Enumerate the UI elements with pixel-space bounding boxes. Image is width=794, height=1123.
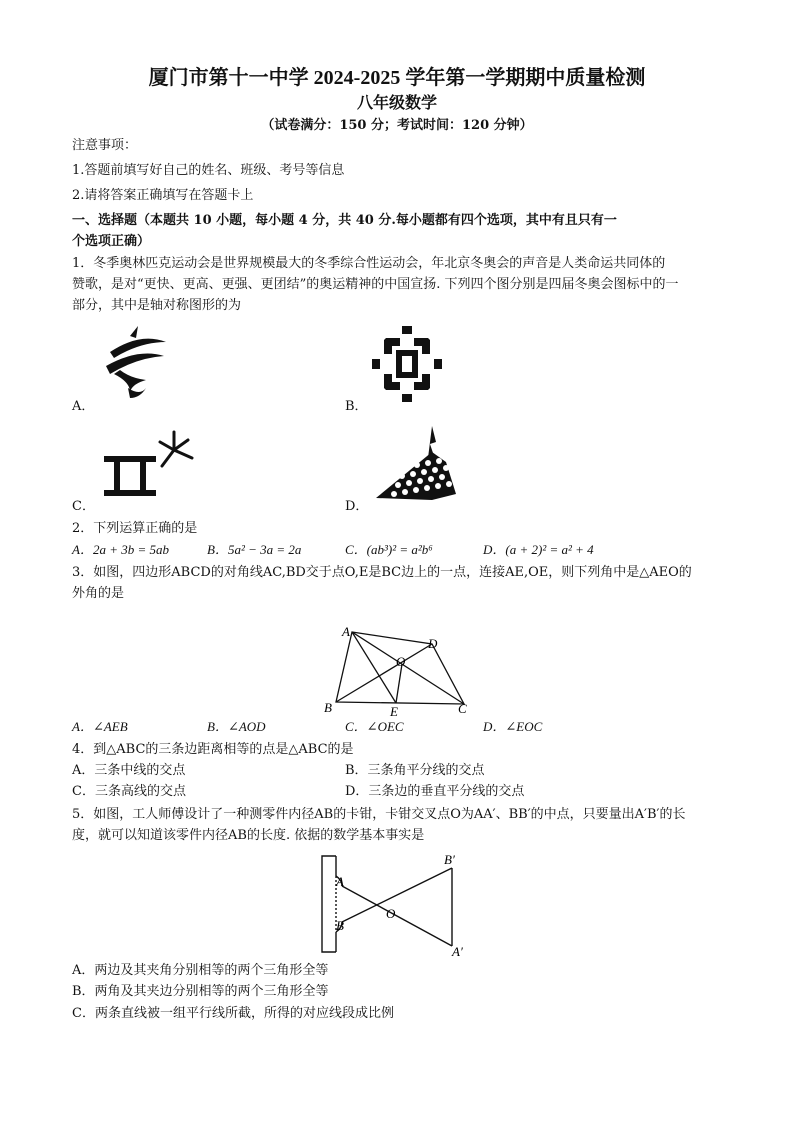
q4-option-a: A．三条中线的交点 <box>72 763 186 778</box>
q2-option-d: D．(a + 2)² = a² + 4 <box>483 542 594 557</box>
q1-figure-d <box>372 422 468 506</box>
figure-d-dot <box>407 455 413 461</box>
q5-line-1: 5．如图，工人师傅设计了一种测零件内径AB的卡钳，卡钳交叉点O为AA′、BB′的中点，只要量出A′B′的长 <box>72 807 686 822</box>
figure-d-dot <box>432 467 438 473</box>
q5-option-b: B．两角及其夹边分别相等的两个三角形全等 <box>72 984 329 999</box>
q3-figure <box>320 620 480 720</box>
q1-line-1: 1．冬季奥林匹克运动会是世界规模最大的冬季综合性运动会，年北京冬奥会的声音是人类命运共同体的 <box>72 256 666 271</box>
q3-label-b: B <box>324 700 332 715</box>
q3-line-1: 3．如图，四边形ABCD的对角线AC,BD交于点O,E是BC边上的一点，连接AE,OE，则下列角中是△AEO的 <box>72 565 692 580</box>
page-subtitle: 八年级数学 <box>356 93 437 112</box>
notes-heading: 注意事项： <box>72 138 138 153</box>
q3-label-c: C <box>458 701 467 716</box>
figure-d-dot <box>421 469 427 475</box>
q3-option-c: C．∠OEC <box>345 719 404 734</box>
figure-d-dot <box>414 462 420 468</box>
exam-meta: （试卷满分：150 分；考试时间：120 分钟） <box>261 118 533 133</box>
figure-d-dot <box>446 481 452 487</box>
figure-d-dot <box>417 478 423 484</box>
q4-option-b: B．三条角平分线的交点 <box>345 763 485 778</box>
figure-d-dot <box>424 485 430 491</box>
figure-d-dot <box>436 458 442 464</box>
figure-d-dot <box>447 456 453 462</box>
page-title: 厦门市第十一中学 2024-2025 学年第一学期期中质量检测 <box>148 67 646 89</box>
q5-label-b-prime: B′ <box>444 852 455 867</box>
q4-option-c: C．三条高线的交点 <box>72 784 186 799</box>
figure-d-dot <box>395 482 401 488</box>
q1-option-c: C． <box>72 499 95 514</box>
q2-option-c: C．(ab³)² = a²b⁶ <box>345 542 433 557</box>
figure-d-dot <box>435 483 441 489</box>
q1-option-d: D． <box>345 499 369 514</box>
figure-d-dot <box>399 473 405 479</box>
q2-option-a: A．2a + 3b = 5ab <box>72 542 169 557</box>
q2-option-b: B．5a² − 3a = 2a <box>207 542 302 557</box>
q3-line-2: 外角的是 <box>72 586 125 601</box>
q1-figure-c <box>100 428 196 508</box>
figure-d-dot <box>439 474 445 480</box>
figure-d-dot <box>413 487 419 493</box>
figure-d-dot <box>403 464 409 470</box>
figure-d-dot <box>443 465 449 471</box>
notes-item-2: 2.请将答案正确填写在答题卡上 <box>72 188 254 203</box>
q3-label-e: E <box>390 704 398 719</box>
q5-figure <box>316 852 476 958</box>
section1-heading: 一、选择题（本题共 10 小题，每小题 4 分，共 40 分.每小题都有四个选项，其中有且只有一 <box>72 213 617 228</box>
q2-stem: 2．下列运算正确的是 <box>72 521 198 536</box>
q3-option-d: D．∠EOC <box>483 719 543 734</box>
q5-label-a-prime: A′ <box>452 944 463 959</box>
q5-label-b: B <box>336 918 344 933</box>
q1-line-3: 部分，其中是轴对称图形的为 <box>72 298 242 313</box>
figure-d-dot <box>428 476 434 482</box>
q5-label-a: A <box>336 874 344 889</box>
figure-d-dot <box>402 489 408 495</box>
figure-d-dot <box>406 480 412 486</box>
q1-option-b: B． <box>345 399 368 414</box>
section1-heading-cont: 个选项正确） <box>72 234 151 249</box>
q5-label-o: O <box>386 906 396 921</box>
notes-item-1: 1.答题前填写好自己的姓名、班级、考号等信息 <box>72 163 345 178</box>
q3-option-a: A．∠AEB <box>72 719 128 734</box>
q5-line-2: 度，就可以知道该零件内径AB的长度. 依据的数学基本事实是 <box>72 828 425 843</box>
q5-option-a: A．两边及其夹角分别相等的两个三角形全等 <box>72 963 329 978</box>
q1-figure-b <box>372 326 442 402</box>
q4-stem: 4．到△ABC的三条边距离相等的点是△ABC的是 <box>72 742 354 757</box>
q1-line-2: 赞歌，是对“更快、更高、更强、更团结”的奥运精神的中国宣扬. 下列四个图分别是四届冬奥会图标中的一 <box>72 277 679 292</box>
q3-label-d: D <box>428 636 438 651</box>
q3-label-a: A <box>342 624 350 639</box>
figure-d-dot <box>425 460 431 466</box>
q4-option-d: D．三条边的垂直平分线的交点 <box>345 784 525 799</box>
figure-d-dot <box>418 453 424 459</box>
q3-label-o: O <box>396 654 406 669</box>
figure-d-dot <box>410 471 416 477</box>
q1-option-a: A． <box>72 399 95 414</box>
q3-option-b: B．∠AOD <box>207 719 266 734</box>
figure-d-dot <box>391 491 397 497</box>
q1-figure-a <box>100 322 170 402</box>
q5-option-c: C．两条直线被一组平行线所截，所得的对应线段成比例 <box>72 1006 394 1021</box>
